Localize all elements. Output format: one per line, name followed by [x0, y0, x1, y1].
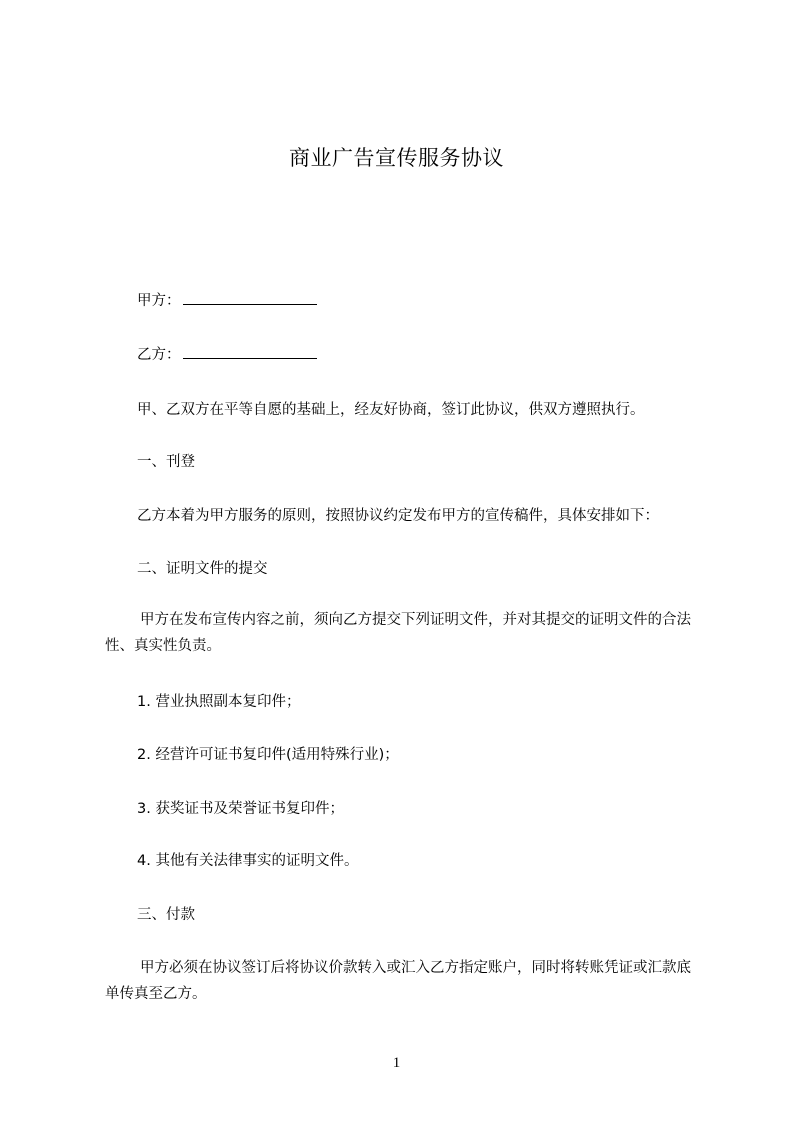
page-number: 1	[392, 1055, 401, 1071]
party-b-blank	[183, 344, 317, 359]
section-1-text: 乙方本着为甲方服务的原则，按照协议约定发布甲方的宣传稿件，具体安排如下：	[137, 508, 659, 524]
list-item: 3. 获奖证书及荣誉证书复印件；	[137, 801, 344, 817]
party-b-line	[137, 344, 317, 365]
party-a-line	[137, 290, 317, 311]
party-a-label: 甲方：	[137, 293, 181, 309]
document-title: 商业广告宣传服务协议	[289, 146, 504, 170]
section-3-heading: 三、付款	[137, 907, 195, 923]
party-a-blank	[183, 290, 317, 305]
section-1-heading: 一、刊登	[137, 454, 195, 470]
list-item: 1. 营业执照副本复印件；	[137, 694, 301, 710]
party-b-label: 乙方：	[137, 347, 181, 363]
intro-paragraph: 甲、乙双方在平等自愿的基础上，经友好协商，签订此协议，供双方遵照执行。	[137, 402, 645, 418]
list-item: 4. 其他有关法律事实的证明文件。	[137, 853, 359, 869]
section-2-text: 甲方在发布宣传内容之前，须向乙方提交下列证明文件，并对其提交的证明文件的合法性、真实性负责。	[105, 612, 691, 654]
list-item: 2. 经营许可证书复印件(适用特殊行业)；	[137, 747, 399, 763]
section-2-heading: 二、证明文件的提交	[137, 561, 268, 577]
section-3-text: 甲方必须在协议签订后将协议价款转入或汇入乙方指定账户，同时将转账凭证或汇款底单传真至乙方。	[105, 960, 691, 1002]
